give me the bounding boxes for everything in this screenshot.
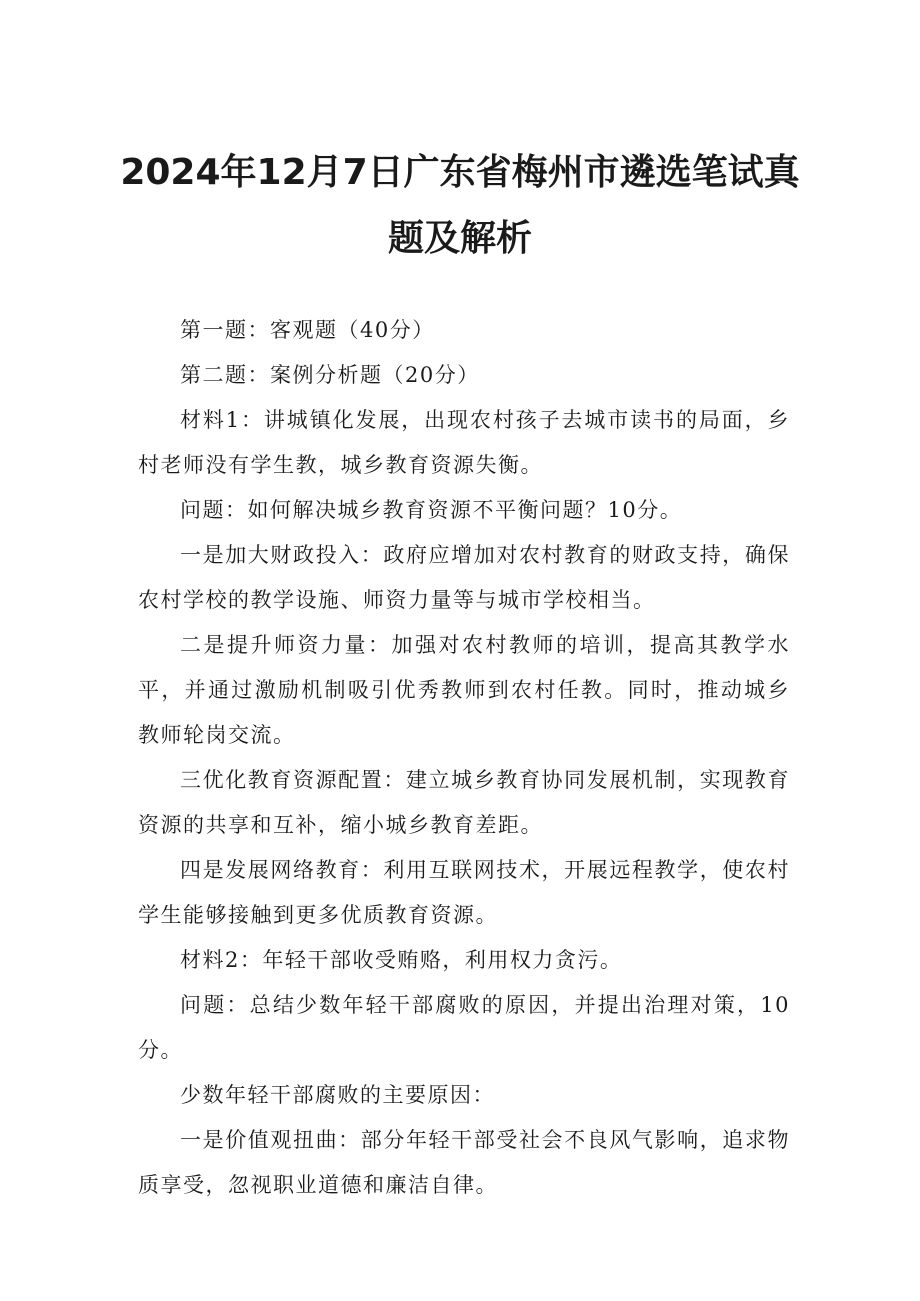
answer-1-point-4: 四是发展网络教育：利用互联网技术，开展远程教学，使农村学生能够接触到更多优质教育资源。 bbox=[138, 858, 790, 927]
question-1-paragraph: 问题：如何解决城乡教育资源不平衡问题？10分。 bbox=[180, 498, 683, 522]
document-body bbox=[138, 308, 790, 1208]
section-case-heading: 第二题：案例分析题（20分） bbox=[180, 363, 480, 387]
answer-2-intro: 少数年轻干部腐败的主要原因： bbox=[180, 1083, 495, 1107]
answer-2-point-1: 一是价值观扭曲：部分年轻干部受社会不良风气影响，追求物质享受，忽视职业道德和廉洁自律。 bbox=[138, 1128, 790, 1197]
title-line-2: 题及解析 bbox=[387, 218, 532, 259]
material-2-paragraph: 材料2：年轻干部收受贿赂，利用权力贪污。 bbox=[180, 948, 623, 972]
answer-1-point-1: 一是加大财政投入：政府应增加对农村教育的财政支持，确保农村学校的教学设施、师资力量等与城市学校相当。 bbox=[138, 543, 790, 612]
section-objective-heading: 第一题：客观题（40分） bbox=[180, 318, 435, 342]
answer-1-point-2: 二是提升师资力量：加强对农村教师的培训，提高其教学水平，并通过激励机制吸引优秀教师到农村任教。同时，推动城乡教师轮岗交流。 bbox=[138, 633, 790, 747]
title-line-1: 2024年12月7日广东省梅州市遴选笔试真 bbox=[120, 152, 800, 193]
document-title bbox=[0, 140, 920, 272]
question-2-paragraph: 问题：总结少数年轻干部腐败的原因，并提出治理对策，10分。 bbox=[138, 993, 790, 1062]
material-1-paragraph: 材料1：讲城镇化发展，出现农村孩子去城市读书的局面，乡村老师没有学生教，城乡教育资源失衡。 bbox=[138, 408, 790, 477]
answer-1-point-3: 三优化教育资源配置：建立城乡教育协同发展机制，实现教育资源的共享和互补，缩小城乡教育差距。 bbox=[138, 768, 790, 837]
